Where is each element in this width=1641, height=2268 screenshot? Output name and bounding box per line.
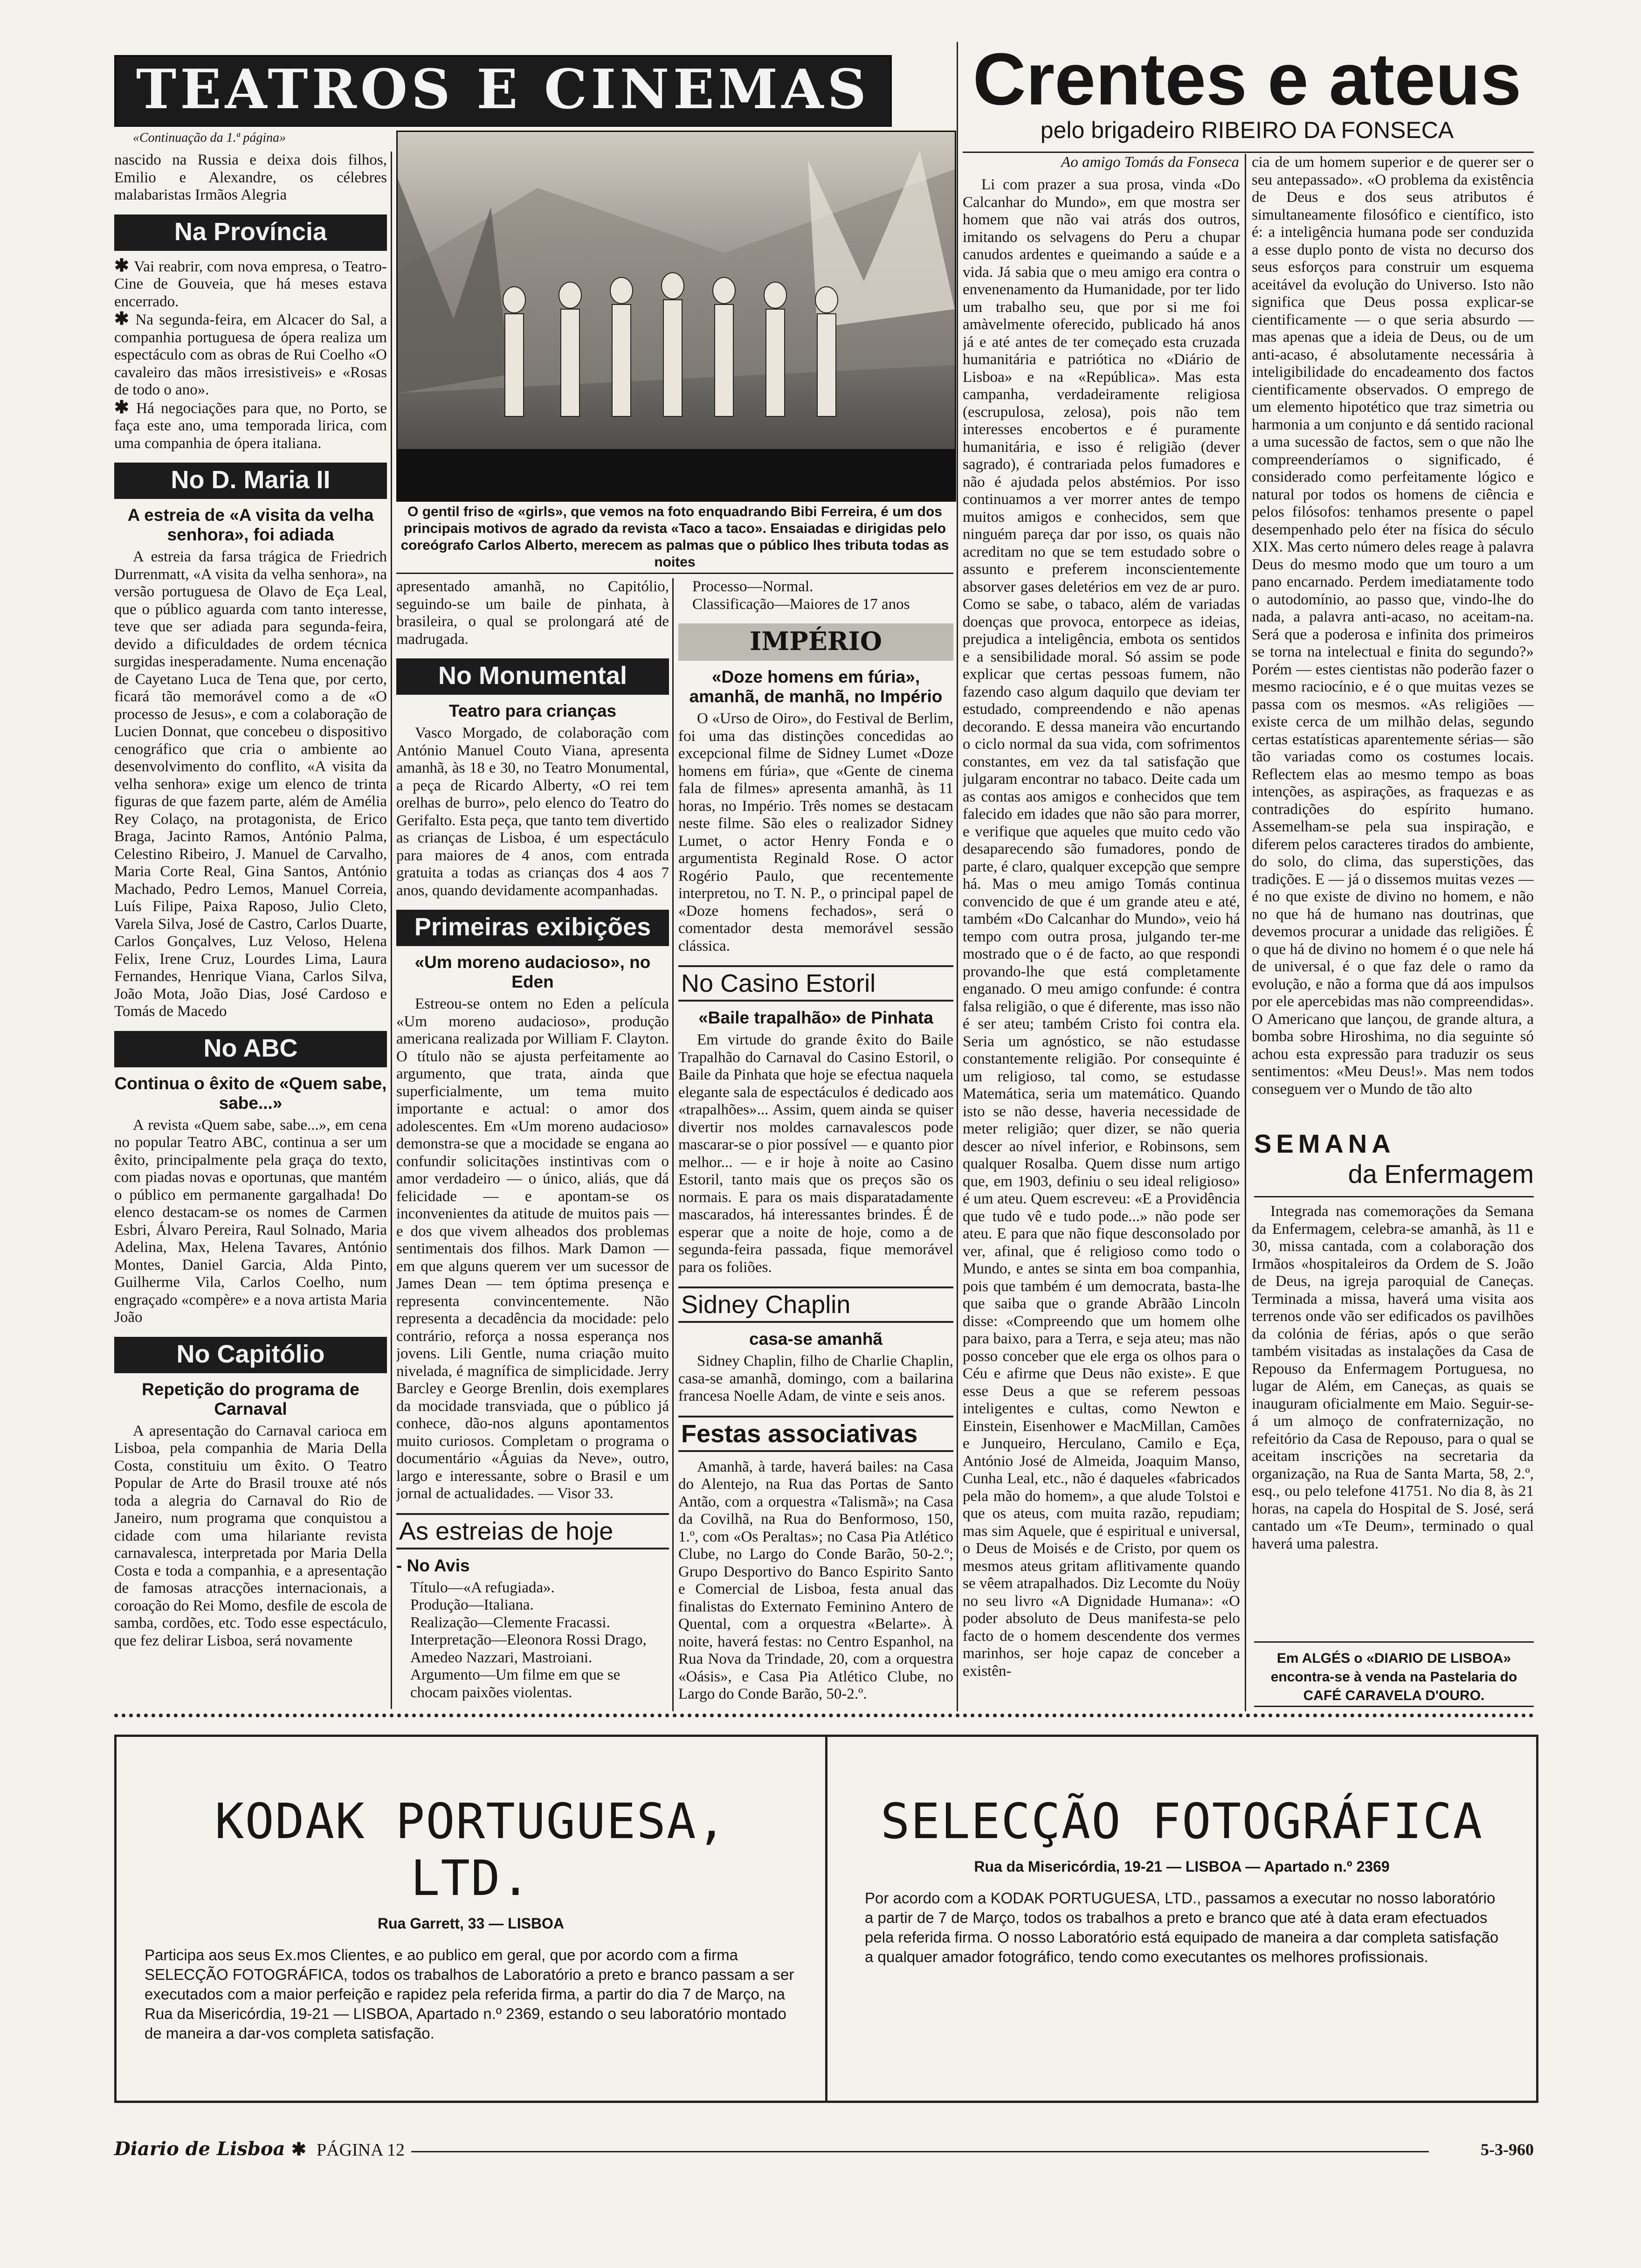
semana-rule: [1254, 1196, 1534, 1197]
byline-crentes: pelo brigadeiro RIBEIRO DA FONSECA: [1040, 117, 1454, 143]
ad-seleccao-text: Por acordo com a KODAK PORTUGUESA, LTD., passamos a executar no nosso laboratório a partir de 7 de Março, todos os trabalhos a preto e branco que até à data eram efectuados pela referida firma. O nosso Laboratório está equipado de maneira a dar completa satisfação a qualquer amador fotográfico, tendo como executantes os melhores profissionais.: [865, 1889, 1499, 1965]
list-item: ✱ Na segunda-feira, em Alcacer do Sal, a companhia portuguesa de ópera realiza um espectáculo com as obras de Rui Coelho «O cavaleiro das mãos irresistiveis» e «Rosas de todo o ano».: [114, 309, 387, 398]
credit-line: Título—«A refugiada».: [410, 1579, 555, 1596]
headline-avis: - No Avis: [396, 1556, 470, 1575]
semana-subtitle: da Enfermagem: [1348, 1159, 1534, 1189]
column-crentes-b: [1252, 154, 1534, 1124]
section-header-provincia: Na Província: [114, 214, 387, 251]
byline-rule: [963, 152, 1534, 153]
article-cont-capitolio: apresentado amanhã, no Capitólio, seguindo-se um baile de pinhata, à brasileira, o qual se prolongará até de madrugada.: [396, 578, 669, 648]
article-text-abc: A revista «Quem sabe, sabe...», em cena no popular Teatro ABC, continua a ser um êxito, principalmente pela graça do texto, com piadas novas e oportunas, que mantém o público em permanente gargalhada! Do elenco destacam-se os nomes de Carmen Esbri, Álvaro Pereira, Raul Solnado, Maria Adelina, Max, Helena Tavares, António Montes, Daniel Garcia, Alda Pinto, Guilherme Vila, Carlos Coelho, num engraçado «compère» e a nova artista Maria João: [114, 1116, 387, 1326]
column-divider: [957, 42, 958, 1711]
credit-line: Processo—Normal.: [692, 578, 814, 595]
list-item: ✱ Vai reabrir, com nova empresa, o Teatro-Cine de Gouveia, que há meses estava encerrado.: [114, 256, 387, 310]
section-header-capitolio: No Capitólio: [114, 1337, 387, 1373]
ad-kodak-title: KODAK PORTUGUESA, LTD.: [214, 1793, 727, 1907]
notice-box: [1254, 1641, 1534, 1707]
credit-line: Realização—Clemente Fracassi.: [410, 1614, 610, 1631]
section-header-imperio: IMPÉRIO: [678, 623, 953, 661]
section-header-chaplin: Sidney Chaplin: [678, 1286, 953, 1323]
column-2: [396, 578, 669, 1711]
ad-kodak-text: Participa aos seus Ex.mos Clientes, e ao publico em geral, que por acordo com a firma SELECÇÃO FOTOGRÁFICA, todos os trabalhos de Laboratório a preto e branco passam a ser executados com a maior perfeição e rapidez pela referida firma, a partir do dia 7 de Março, na Rua da Misericórdia, 19-21 — LISBOA, Apartado n.º 2369, estando o seu laboratório montado de maneira a dar-vos completa satisfação.: [145, 1946, 794, 2042]
article-text-capitolio: A apresentação do Carnaval carioca em Lisboa, pela companhia de Maria Della Costa, constituiu um êxito. O Teatro Popular de Arte do Brasil trouxe até nós toda a alegria do Carnaval do Rio de Janeiro, num programa que conquistou a cidade com uma hilariante revista carnavalesca, interpretada por Maria Della Costa e toda a companhia, e a apresentação de famosas atracções internacionais, a coroação do Rei Momo, desfile de escola de samba, cordões, etc. Todo esse espectáculo, que fez delirar Lisboa, será novamente: [114, 1422, 387, 1649]
column-divider: [1245, 154, 1246, 1711]
column-semana: [1252, 1203, 1534, 1637]
list-item: ✱ Há negociações para que, no Porto, se faça este ano, uma temporada lirica, com uma companhia de ópera italiana.: [114, 397, 387, 452]
headline-primeiras: «Um moreno audacioso», no Eden: [414, 953, 651, 991]
photo-girls: [396, 131, 956, 502]
headline-estoril: «Baile trapalhão» de Pinhata: [698, 1008, 933, 1027]
article-text-crentes-a: Li com prazer a sua prosa, vinda «Do Calcanhar do Mundo», em que mostra ser homem que não vai atrás dos outros, imitando os selvagens do Peru a chupar canudos ardentes e queimando a saúde e a vida. Já sabia que o meu amigo era contra o envenenamento da Humanidade, por ter lido um trabalho seu, que por si me foi amàvelmente oferecido, publicado há anos já e até antes de ter começado esta cruzada humanitária e patriótica no «Diário de Lisboa» e na «República». Mas esta campanha, verdadeiramente religiosa (escrupulosa, zelosa), pois não tem interesses encobertos e é puramente humanitária, e isso é religião (dever sagrado), é contrariada pelos fumadores e não é ajudada pelos abstémios. Por isso continuamos a ver morrer antes de tempo muitos amigos e conhecidos, sem que ninguém pareça dar por isso, os quais não acreditam no que se tem estudado sobre o assunto e preferem inconscientemente absorver gases deletérios em vez de ar puro. Como se sabe, o tabaco, além de variadas doenças que provoca, entorpece as ideias, prejudica a inteligência, embota os sentidos e a sensibilidade moral. Só assim se pode explicar que certas pessoas fumem, não fazendo caso algum daquilo que deviam ter estudado, compreendendo e não apenas decorando. E dessa maneira vão encurtando o ciclo normal da sua vida, com sofrimentos constantes, em vez da tal satisfação que julgaram encontrar no tabaco. Deite cada um as contas aos amigos e conhecidos que tem falecido em idades que não são para morrer, e verifique que aqueles que muito cedo vão desaparecendo são fumadores, pondo de parte, é claro, qualquer excepção que sempre há. Mas o meu amigo Tomás continua convencido de que é um grande ateu e até, também «Do Calcanhar do Mundo», veio há tempo com outra prosa, julgando ter-me mostrado que o é de facto, ao que respondi provando-lhe que está completamente enganado. O meu amigo confunde: é contra falsa religião, o que é diferente, mas isso não é ser ateu; também Cristo foi contra ela. Seria um agnóstico, se não estudasse constantemente religião. Por consequinte é um religioso, tal como, se estudasse Matemática, seria um matemático. Quando isto se não desse, haveria necessidade de meter religião; quer dizer, se não queria descer ao nível inferior, e Robinsons, sem qualquer Rosalba. Quem disse num artigo que, em 1903, definiu o seu ideal religioso» é um ateu. Quem escreveu: «E a Providência que tudo vê e tudo pode...» não pode ser ateu. E para que não fique desconsolado por ver, afinal, que é religioso como todo o Mundo, e antes se sinta em boa companhia, pois que também é um democrata, basta-lhe que saiba que o grande Abrãão Lincoln disse: «Compreendo que um homem olhe para baixo, para a Terra, e seja ateu; mas não posso conceber que ele erga os olhos para o Céu e afirme que Deus não existe». E que esse Deus a que se referem pessoas inteligentes e cultas, como Newton e Einstein, Eisenhower e MacMillan, Camões e Junqueiro, Herculano, Camilo e Eça, António José de Almeida, Joaquim Manso, Cunha Leal, etc., não é daqueles «fabricados pela mão do homem», a que alude Tolstoi e que os ateus, com muita razão, repudiam; mas sim Aquele, que é espiritual e universal, o Deus de Moisés e de Cristo, por quem os mesmos ateus gritam aflitivamente quando se vêem atrapalhados. Diz Lecomte du Noüy no seu livro «A Dignidade Humana»: «O poder absoluto de Deus manifesta-se pelo facto de o homem descendente dos vermes marinhos, ser hoje capaz de conceber a existên-: [963, 176, 1240, 1680]
column-divider: [391, 152, 392, 1709]
ad-kodak-address: Rua Garrett, 33 — LISBOA: [377, 1915, 565, 1932]
notice-text: Em ALGÉS o «DIARIO DE LISBOA» encontra-se à venda na Pastelaria do CAFÉ CARAVELA D'OURO.: [1270, 1651, 1517, 1703]
semana-title: SEMANA: [1254, 1129, 1395, 1158]
footer-star-icon: ✱: [291, 2140, 306, 2159]
section-header-abc: No ABC: [114, 1031, 387, 1067]
credit-line: Argumento—Um filme em que se chocam paixões violentas.: [410, 1666, 621, 1701]
article-text-primeiras: Estreou-se ontem no Eden a película «Um moreno audacioso», produção americana realizada por William F. Clayton. O título não se ajusta perfeitamente ao argumento, que trata, ainda que superficialmente, um tema muito importante e actual: o amor dos adolescentes. Em «Um moreno audacioso» demonstra-se que a mocidade se engana ao confundir solicitações instintivas com o amor verdadeiro — o único, aliás, que dá felicidade — e apontam-se os inconvenientes da atitude de muitos pais — e dos que vivem alheados dos problemas sentimentais dos filhos. Mark Damon — em que alguns querem ver um sucessor de James Dean — tem óptima presença e representa convincentemente. Não representa a decadência da mocidade: pelo contrário, reforça a nossa esperança nos jovens. Lili Gentle, numa criação muito nivelada, é magnífica de simplicidade. Jerry Barcley e George Brenlin, dois exemplares da mocidade transviada, que o público já conhece, dão-nos alguns apontamentos muito curiosos. Completam o programa o documentário «Águias da Neve», outro, largo e interessante, sobre o Brasil e um jornal de actualidades. — Visor 33.: [396, 996, 669, 1502]
credit-line: Interpretação—Eleonora Rossi Drago, Amedeo Nazzari, Mastroiani.: [410, 1632, 647, 1666]
headline-abc: Continua o êxito de «Quem sabe, sabe...»: [114, 1073, 387, 1113]
column-3: [678, 578, 953, 1711]
article-text-maria: A estreia da farsa trágica de Friedrich Durrenmatt, «A visita da velha senhora», na versão portuguesa de Olavo de Eça Leal, que o público aguarda com tanto interesse, teve que ser adiada para segunda-feira, devido a dificuldades de ordem técnica surgidas inesperadamente. Numa encenação de Cayetano Luca de Tena que, por certo, ficará tão memorável como a de «O processo de Jesus», e com a colaboração de Lucien Donnat, que concebeu o dispositivo cenográfico que cria o ambiente ao desenvolvimento do conflito, «A visita da velha senhora» exige um elenco de trinta figuras de que fazem parte, além de Amélia Rey Colaço, na protagonista, de Erico Braga, Jacinto Ramos, António Palma, Celestino Ribeiro, J. Manuel de Carvalho, Maria Corte Real, Gina Santos, António Machado, Pedro Lemos, Manuel Correia, Luís Filipe, Paixa Raposo, Julio Cleto, Varela Silva, José de Castro, Carlos Duarte, Carlos Gonçalves, Luz Veloso, Helena Felix, Irene Cruz, Lourdes Lima, Laura Fernandes, Henrique Viana, Carlos Silva, João Mota, João Dias, José Cardoso e Tomás de Macedo: [114, 548, 387, 1020]
continued-note: «Continuação da 1.ª página»: [133, 131, 286, 145]
article-text-imperio: O «Urso de Oiro», do Festival de Berlim, foi uma das distinções concedidas ao excepcional filme de Sidney Lumet «Doze homens em fúria», que «Gente de cinema fala de filmes» apresenta amanhã, às 11 horas, no Império. Três nomes se destacam neste filme. São eles o realizador Sidney Lumet, o actor Henry Fonda e o argumentista Reginald Rose. O actor Rogério Paulo, que recentemente interpretou, no T. N. P., o principal papel de «Doze homens fechados», será o comentador desta memorável sessão clássica.: [678, 710, 953, 954]
dedication: Ao amigo Tomás da Fonseca: [1061, 154, 1239, 171]
headline-capitolio: Repetição do programa de Carnaval: [142, 1379, 359, 1418]
masthead-title: TEATROS E CINEMAS: [136, 58, 870, 121]
column-divider: [672, 578, 674, 1711]
section-header-festas: Festas associativas: [678, 1416, 953, 1452]
footer-paper-name: Diario de Lisboa: [114, 2138, 291, 2160]
article-text-crentes-b: cia de um homem superior e de querer ser o seu antepassado». «O problema da existência de Deus e dos seus atributos é simultaneamente filosófico e científico, isto é: a inteligência humana pode ser conduzida a esse duplo ponto de vista no decurso dos seus esforços para construir um esquema aceitável da evolução do Universo. Isto não significa que Deus possa explicar-se cientificamente — o que seria absurdo — mas apenas que a ideia de Deus, ou de um anti-acaso, é absolutamente necessária à inteligibilidade do encadeamento dos factos cientificamente observados. O emprego de um elemento hipotético que traz simetria ou harmonia a um conjunto e dá sentido racional a uma sucessão de factos, sem o que não lhe compreenderíamos o significado, é considerado como perfeitamente lógico e natural por todos os homens de ciência e pelos filósofos: tenhamos presente o papel desempenhado pelo éter na física do século XIX. Mas certo número deles reage à palavra Deus do mesmo modo que um touro a um pano encarnado. Perdem imediatamente todo o autodomínio, ao passo que, vindo-lhe do nada, a palavra anti-acaso, no aceitam-na. Será que a poderosa e infinita dos primeiros se torna na intelectual e finita do segundo?» Porém — estes cientistas não poderão fazer o mesmo raciocínio, e é o que muitas vezes se passa com os mesmos. «As religiões — existe cerca de um milhão delas, segundo certas estatísticas aparentemente sérias— são tão variadas como os costumes locais. Reflectem elas ao mesmo tempo as boas intenções, as aspirações, as fraquezas e as contradições do espírito humano. Assemelham-se pela sua inspiração, e diferem pelos caracteres tirados do ambiente, do solo, do clima, das superstições, das tradições. E — já o dissemos muitas vezes — é no que existe de divino no homem, e não no que há de humano nas doutrinas, que devemos procurar a unidade das religiões. É o que há de divino no homem é o que nele há de universal, é o que faz dele o ramo da evolução, e não a forma que dá aos impulsos por ele apercebidas mas não compreendidas». O Americano que lançou, de grande altura, a bomba sobre Hiroshima, no dia seguinte só achou esta expressão para traduzir os seus sentimentos: «Meu Deus!». Mas nem todos conseguem ver o Mundo de tão alto: [1252, 154, 1534, 1098]
ad-seleccao-address: Rua da Misericórdia, 19-21 — LISBOA — Apartado n.º 2369: [974, 1858, 1390, 1875]
article-text-semana: Integrada nas comemorações da Semana da Enfermagem, celebra-se amanhã, às 11 e 30, missa cantada, com a colaboração dos Irmãos «hospitaleiros da Ordem de S. João de Deus, na igreja paroquial de Caneças. Terminada a missa, haverá uma visita aos terrenos onde vão ser edificados os pavilhões da colónia de férias, após o que serão também visitadas as instalações da Casa de Repouso da Enfermagem Portuguesa, no lugar de Além, em Caneças, as quais se inauguram oficialmente em Maio. Seguir-se-á um almoço de confraternização, no refeitório da Casa de Repouso, para o qual se aceitam inscrições na secretaria da organização, na Rua de Santa Marta, 58, 2.º, esq., ou pelo telefone 41751. No dia 8, às 21 horas, na capela do Hospital de S. José, será cantado um «Te Deum», terminado o qual haverá uma palestra.: [1252, 1203, 1534, 1552]
article-intro: nascido na Russia e deixa dois filhos, Emilio e Alexandre, os célebres malabaristas Irmãos Alegria: [114, 152, 387, 203]
column-crentes-a: [963, 176, 1240, 1711]
footer-date: 5-3-960: [1474, 2140, 1534, 2159]
ad-seleccao-title: SELECÇÃO FOTOGRÁFICA: [880, 1793, 1483, 1850]
article-text-estoril: Em virtude do grande êxito do Baile Trapalhão do Carnaval do Casino Estoril, o Baile da Pinhata que hoje se efectua naquela elegante sala de espectáculos é dedicado aos «trapalhões»... Assim, quem ainda se quiser divertir nos moldes carnavalescos pode mascarar-se o pior possível — e quanto pior melhor... — e ir hoje à noite ao Casino Estoril, tanto mais que os preços são os normais. E para os mais disparatadamente mascarados, há interessantes brindes. É de esperar que a noite de hoje, como a de segunda-feira passada, fique memorável para os foliões.: [678, 1031, 953, 1276]
photo-illustration: [398, 132, 955, 500]
ad-seleccao: [825, 1735, 1538, 2103]
headline-imperio: «Doze homens em fúria», amanhã, de manhã, no Império: [689, 667, 943, 706]
footer-page-number: PÁGINA 12: [310, 2140, 411, 2160]
section-header-monumental: No Monumental: [396, 658, 669, 695]
headline-crentes: Crentes e ateus: [972, 38, 1522, 120]
section-header-primeiras: Primeiras exibições: [396, 910, 669, 946]
ads-dotted-border: [114, 1714, 1534, 1717]
credit-line: Produção—Italiana.: [410, 1597, 534, 1613]
section-header-maria: No D. Maria II: [114, 463, 387, 499]
headline-monumental: Teatro para crianças: [448, 701, 617, 720]
photo-caption: O gentil friso de «girls», que vemos na foto enquadrando Bibi Ferreira, é um dos principais motivos de agrado da revista «Taco a taco». Ensaiadas e dirigidas pelo coreógrafo Carlos Alberto, merecem as palmas que o público lhes tributa todas as noites: [400, 504, 949, 570]
section-header-estoril: No Casino Estoril: [678, 965, 953, 1002]
article-text-festas: Amanhã, à tarde, haverá bailes: na Casa do Alentejo, na Rua das Portas de Santo Antão, com a orquestra «Talismã»; na Casa da Covilhã, na Rua do Benformoso, 150, 1.º, com «Os Peraltas»; no Casa Pia Atlético Clube, no Largo do Conde Barão, 50-2.º; Grupo Desportivo do Banco Espirito Santo e Comercial de Lisboa, festa anual das finalistas do Externato Feminino Antero de Quental, com a orquestra «Belarte». À noite, haverá festas: no Centro Espanhol, na Rua Nova da Trindade, 20, com a orquestra «Oásis», e Casa Pia Atlético Clube, no Largo do Conde Barão, 50-2.º.: [678, 1458, 953, 1702]
article-text-monumental: Vasco Morgado, de colaboração com António Manuel Couto Viana, apresenta amanhã, às 18 e 30, no Teatro Monumental, a peça de Ricardo Alberty, «O rei tem orelhas de burro», pelo elenco do Teatro do Gerifalto. Esta peça, que tanto tem divertido as crianças de Lisboa, é um espectáculo para maiores de 4 anos, com entrada gratuita a todas as crianças dos 4 aos 7 anos, quando devidamente acompanhadas.: [396, 725, 669, 899]
headline-chaplin: casa-se amanhã: [749, 1329, 883, 1348]
section-header-estreias: As estreias de hoje: [396, 1513, 669, 1549]
provincia-list: [114, 257, 387, 453]
caption-rule: [396, 573, 953, 574]
article-text-chaplin: Sidney Chaplin, filho de Charlie Chaplin, casa-se amanhã, domingo, com a bailarina francesa Noelle Adam, de vinte e seis anos.: [678, 1353, 953, 1404]
masthead-banner: [114, 55, 892, 127]
footer-rule: [403, 2151, 1429, 2152]
credit-line: Classificação—Maiores de 17 anos: [692, 595, 910, 613]
footer: [114, 2138, 1534, 2166]
headline-maria: A estreia de «A visita da velha senhora», foi adiada: [127, 505, 374, 544]
column-1: [114, 152, 387, 1709]
ad-kodak: [114, 1735, 827, 2103]
